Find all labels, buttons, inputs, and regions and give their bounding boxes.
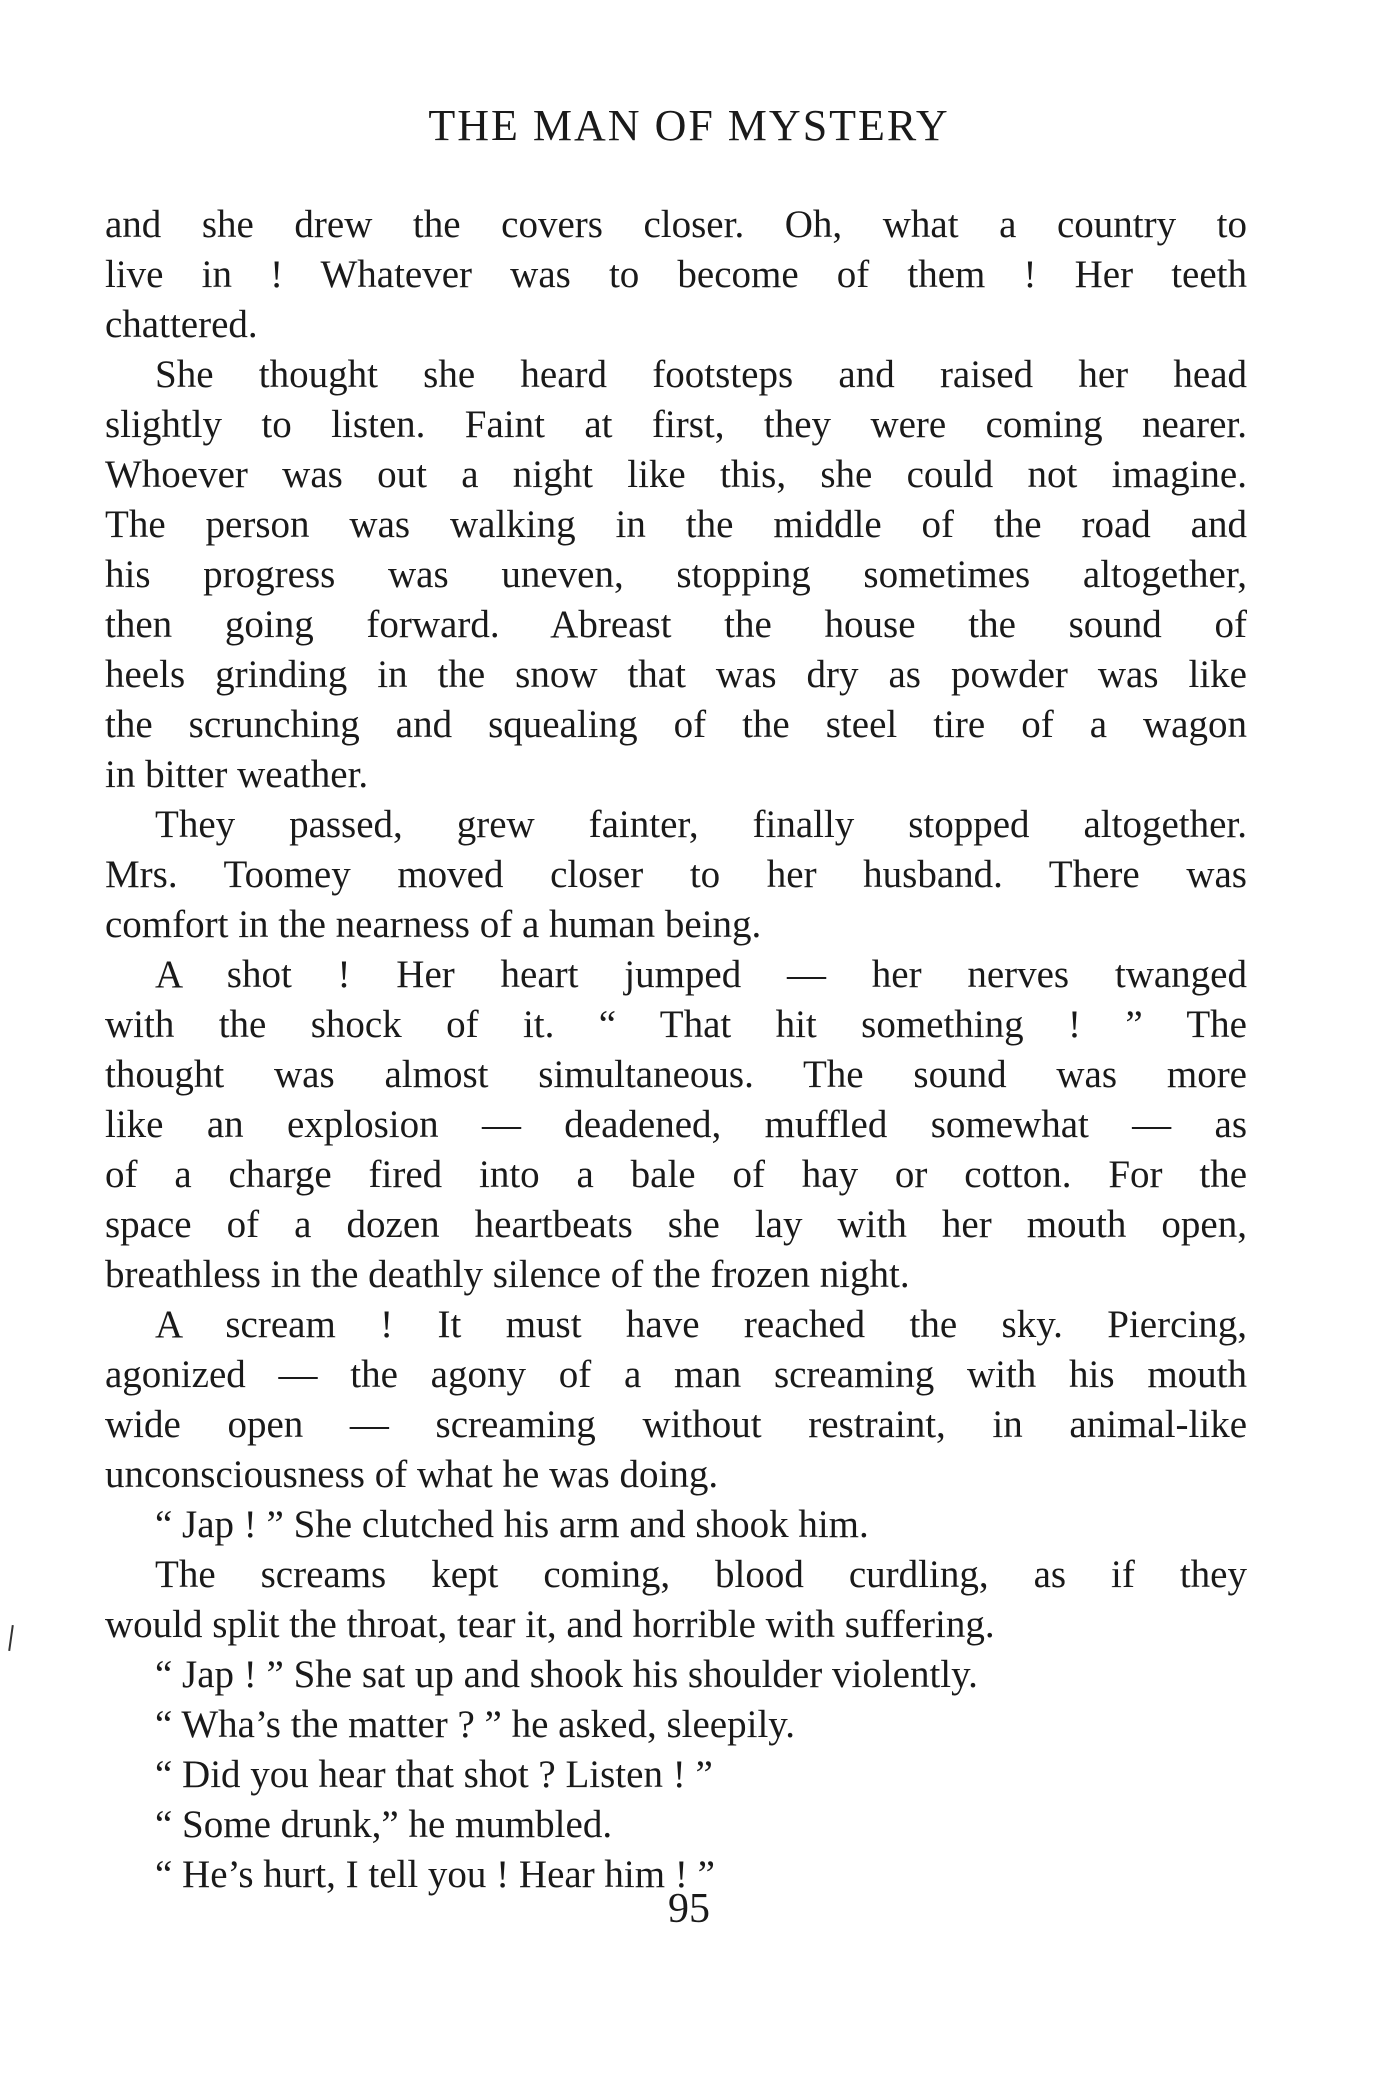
text-line: “ Jap ! ” She sat up and shook his shoulder violently.: [155, 1653, 978, 1696]
text-line: like an explosion — deadened, muffled somewhat — as: [105, 1103, 1247, 1146]
text-line: the scrunching and squealing of the steel tire of a wagon: [105, 703, 1247, 746]
text-line: They passed, grew fainter, finally stopped altogether.: [155, 803, 1247, 846]
text-line: of a charge fired into a bale of hay or cotton. For the: [105, 1153, 1247, 1196]
text-line: agonized — the agony of a man screaming with his mouth: [105, 1353, 1247, 1396]
text-line: unconsciousness of what he was doing.: [105, 1453, 719, 1496]
page-number: 95: [668, 1886, 710, 1932]
text-line: then going forward. Abreast the house the sound of: [105, 603, 1247, 646]
text-line: comfort in the nearness of a human being.: [105, 903, 762, 946]
text-line: She thought she heard footsteps and raised her head: [155, 353, 1247, 396]
text-line: would split the throat, tear it, and horrible with suffering.: [105, 1603, 995, 1646]
text-line: A scream ! It must have reached the sky. Piercing,: [155, 1303, 1247, 1346]
text-line: slightly to listen. Faint at first, they were coming nearer.: [105, 403, 1247, 446]
text-line: in bitter weather.: [105, 753, 369, 796]
text-line: wide open — screaming without restraint, in animal-like: [105, 1403, 1247, 1446]
text-line: and she drew the covers closer. Oh, what a country to: [105, 203, 1247, 246]
text-line: his progress was uneven, stopping sometimes altogether,: [105, 553, 1247, 596]
text-line: chattered.: [105, 303, 258, 346]
text-line: “ He’s hurt, I tell you ! Hear him ! ”: [155, 1853, 715, 1896]
text-line: “ Did you hear that shot ? Listen ! ”: [155, 1753, 713, 1796]
text-line: The screams kept coming, blood curdling, as if they: [155, 1553, 1247, 1596]
running-head: THE MAN OF MYSTERY: [428, 101, 950, 150]
text-line: thought was almost simultaneous. The sound was more: [105, 1053, 1247, 1096]
margin-mark: [8, 1625, 14, 1651]
text-line: space of a dozen heartbeats she lay with her mouth open,: [105, 1203, 1247, 1246]
text-line: live in ! Whatever was to become of them ! Her teeth: [105, 253, 1247, 296]
text-line: heels grinding in the snow that was dry as powder was like: [105, 653, 1247, 696]
text-line: A shot ! Her heart jumped — her nerves twanged: [155, 953, 1247, 996]
text-line: “ Wha’s the matter ? ” he asked, sleepily.: [155, 1703, 795, 1746]
text-line: “ Some drunk,” he mumbled.: [155, 1803, 613, 1846]
text-line: The person was walking in the middle of the road and: [105, 503, 1247, 546]
text-line: Whoever was out a night like this, she could not imagine.: [105, 453, 1247, 496]
text-line: Mrs. Toomey moved closer to her husband. There was: [105, 853, 1247, 896]
text-line: with the shock of it. “ That hit something ! ” The: [105, 1003, 1247, 1046]
body-text: [105, 200, 1247, 1900]
text-line: “ Jap ! ” She clutched his arm and shook him.: [155, 1503, 869, 1546]
text-line: breathless in the deathly silence of the frozen night.: [105, 1253, 910, 1296]
